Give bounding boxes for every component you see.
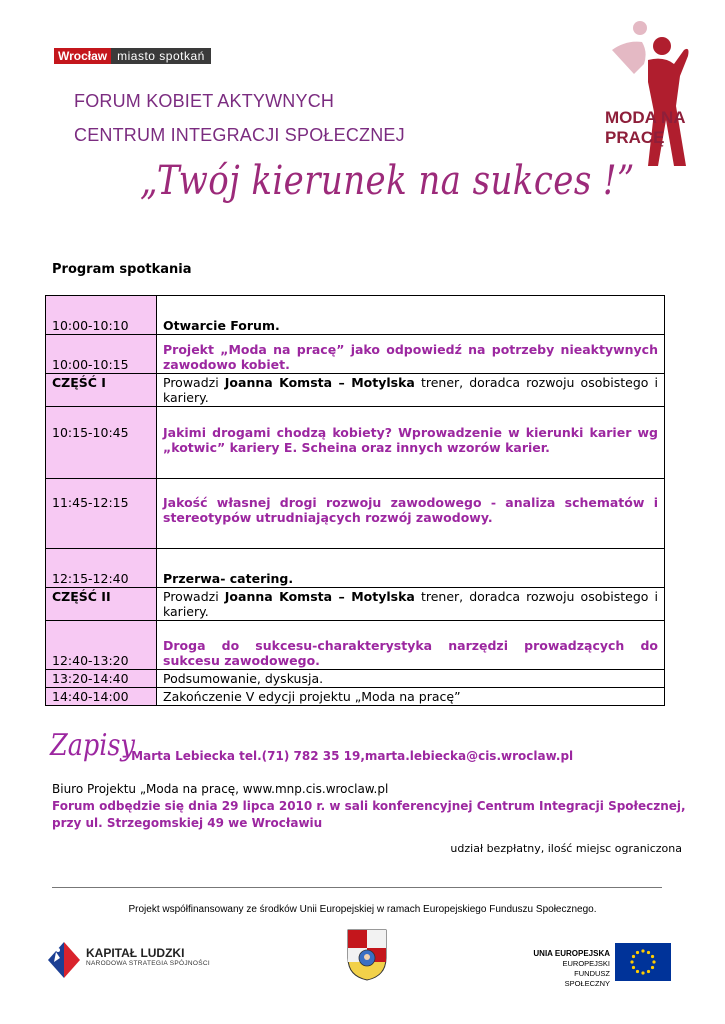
desc-pre: Prowadzi bbox=[163, 589, 225, 604]
desc-cell: Jakimi drogami chodzą kobiety? Wprowadzenie w kierunki karier wg „kotwic” kariery E. Scheina oraz innych wzorów karier. bbox=[157, 407, 665, 479]
eu-text bbox=[530, 949, 610, 989]
eu-star-icon bbox=[641, 971, 644, 974]
desc-cell bbox=[157, 374, 665, 407]
table-row bbox=[46, 296, 665, 335]
table-row bbox=[46, 588, 665, 621]
signup-contact[interactable]: - Marta Lebiecka tel.(71) 782 35 19,marta.lebiecka@cis.wroclaw.pl bbox=[122, 749, 574, 763]
eu-line1: UNIA EUROPEJSKA bbox=[533, 949, 610, 958]
desc-cell: Zakończenie V edycji projektu „Moda na pracę” bbox=[157, 688, 665, 706]
desc-cell: Droga do sukcesu-charakterystyka narzędzi prowadzących do sukcesu zawodowego. bbox=[157, 621, 665, 670]
desc-pre: Prowadzi bbox=[163, 375, 225, 390]
table-row bbox=[46, 479, 665, 549]
desc-cell: Przerwa- catering. bbox=[157, 549, 665, 588]
signup-label: Zapisy bbox=[50, 728, 135, 763]
eu-star-icon bbox=[636, 951, 639, 954]
forum-date-line2: przy ul. Strzegomskiej 49 we Wrocławiu bbox=[52, 816, 323, 830]
forum-date-line1: Forum odbędzie się dnia 29 lipca 2010 r. w sali konferencyjnej Centrum Integracji Społecznej, bbox=[52, 799, 686, 813]
wroclaw-logo bbox=[54, 48, 211, 64]
trainer-name: Joanna Komsta – Motylska bbox=[224, 375, 415, 390]
forum-title-line2: CENTRUM INTEGRACJI SPOŁECZNEJ bbox=[74, 125, 405, 145]
table-row bbox=[46, 407, 665, 479]
eu-line2: EUROPEJSKI bbox=[562, 959, 610, 968]
eu-star-icon bbox=[632, 966, 635, 969]
kl-title: KAPITAŁ LUDZKI bbox=[86, 946, 185, 960]
eu-star-icon bbox=[632, 955, 635, 958]
wroclaw-coat-of-arms-icon bbox=[346, 928, 388, 982]
trainer-name: Joanna Komsta – Motylska bbox=[224, 589, 415, 604]
schedule-table bbox=[45, 295, 665, 706]
project-office-info: Biuro Projektu „Moda na pracę, www.mnp.cis.wroclaw.pl bbox=[52, 782, 389, 796]
desc-cell: Podsumowanie, dyskusja. bbox=[157, 670, 665, 688]
time-cell: 13:20-14:40 bbox=[46, 670, 157, 688]
time-cell: 12:15-12:40 bbox=[46, 549, 157, 588]
eu-line3: FUNDUSZ SPOŁECZNY bbox=[564, 969, 610, 988]
wroclaw-logo-red-text: Wrocław bbox=[54, 48, 111, 64]
table-row bbox=[46, 335, 665, 374]
kapital-ludzki-logo bbox=[46, 938, 82, 984]
table-row bbox=[46, 670, 665, 688]
section-cell: CZĘŚĆ II bbox=[46, 588, 157, 621]
desc-cell bbox=[157, 588, 665, 621]
eu-star-icon bbox=[641, 949, 644, 952]
eu-star-icon bbox=[630, 960, 633, 963]
footer-divider bbox=[52, 887, 662, 888]
desc-cell: Projekt „Moda na pracę” jako odpowiedź na potrzeby nieaktywnych zawodowo kobiet. bbox=[157, 335, 665, 374]
forum-title-line1: FORUM KOBIET AKTYWNYCH bbox=[74, 91, 335, 111]
eu-star-icon bbox=[636, 970, 639, 973]
moda-logo-line2: PRACĘ bbox=[605, 128, 665, 147]
desc-cell: Jakość własnej drogi rozwoju zawodowego - analiza schematów i stereotypów utrudniających rozwój zawodowy. bbox=[157, 479, 665, 549]
kl-subtitle: NARODOWA STRATEGIA SPÓJNOŚCI bbox=[86, 960, 210, 967]
eu-star-icon bbox=[651, 966, 654, 969]
kapital-ludzki-text bbox=[86, 946, 210, 967]
program-heading: Program spotkania bbox=[52, 262, 192, 277]
table-row bbox=[46, 549, 665, 588]
eu-star-icon bbox=[647, 970, 650, 973]
desc-cell: Otwarcie Forum. bbox=[157, 296, 665, 335]
eu-star-icon bbox=[651, 955, 654, 958]
time-cell: 10:15-10:45 bbox=[46, 407, 157, 479]
time-cell: 11:45-12:15 bbox=[46, 479, 157, 549]
eu-star-icon bbox=[647, 951, 650, 954]
moda-logo-text bbox=[605, 108, 686, 148]
time-cell: 14:40-14:00 bbox=[46, 688, 157, 706]
table-row bbox=[46, 688, 665, 706]
time-cell: 10:00-10:10 bbox=[46, 296, 157, 335]
table-row bbox=[46, 621, 665, 670]
free-participation-note: udział bezpłatny, ilość miejsc ograniczona bbox=[450, 842, 682, 855]
eu-flag-icon bbox=[615, 943, 671, 981]
wroclaw-logo-dark-text: miasto spotkań bbox=[111, 48, 211, 64]
time-cell: 10:00-10:15 bbox=[46, 335, 157, 374]
slogan: „Twój kierunek na sukces !” bbox=[140, 158, 635, 204]
desc-post: trener, doradca rozwoju osobistego i kariery. bbox=[163, 589, 658, 619]
time-cell: 12:40-13:20 bbox=[46, 621, 157, 670]
table-row bbox=[46, 374, 665, 407]
desc-post: trener, doradca rozwoju osobistego i kariery. bbox=[163, 375, 658, 405]
moda-logo-line1: MODA NA bbox=[605, 108, 686, 127]
section-cell: CZĘŚĆ I bbox=[46, 374, 157, 407]
cofinancing-note: Projekt współfinansowany ze środków Unii Europejskiej w ramach Europejskiego Funduszu Społecznego. bbox=[128, 904, 597, 915]
eu-star-icon bbox=[652, 960, 655, 963]
